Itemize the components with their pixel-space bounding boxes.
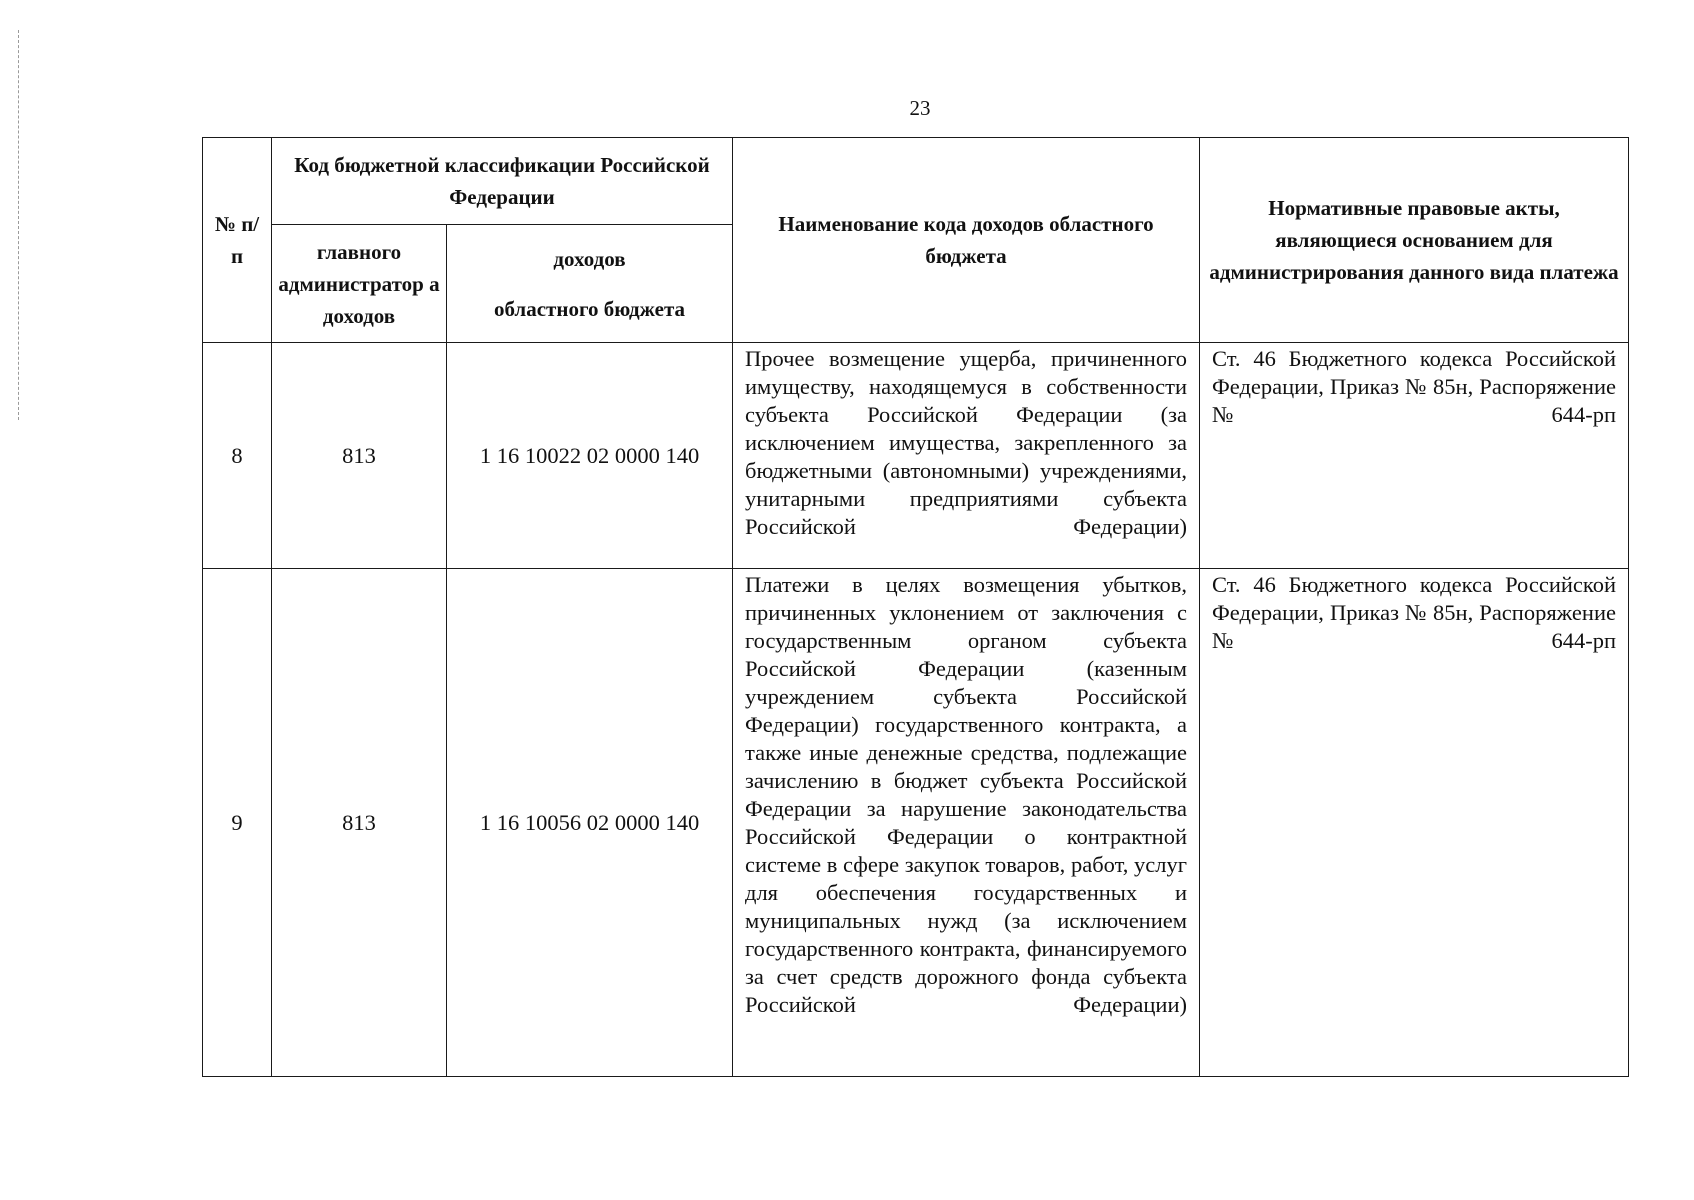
table-header-row xyxy=(203,138,1629,225)
scan-edge-marks xyxy=(18,30,21,420)
table-row xyxy=(203,569,1629,1077)
row-number: 9 xyxy=(203,569,272,1077)
admin-code: 813 xyxy=(272,569,447,1077)
header-legal-acts: Нормативные правовые акты, являющиеся основанием для администрирования данного вида платежа xyxy=(1200,138,1629,343)
header-revenue-line2: областного бюджета xyxy=(493,296,686,321)
income-code: 1 16 10022 02 0000 140 xyxy=(447,343,733,569)
table-row xyxy=(203,343,1629,569)
revenue-codes-table xyxy=(202,137,1629,1077)
code-name: Платежи в целях возмещения убытков, причиненных уклонением от заключения с государственным органом субъекта Российской Федерации (казенным учреждением субъекта Российской Федерации) государственного контракта, а также иные денежные средства, подлежащие зачислению в бюджет субъекта Российской Федерации за нарушение законодательства Российской Федерации о контрактной системе в сфере закупок товаров, работ, услуг для обеспечения государственных и муниципальных нужд (за исключением государственного контракта, финансируемого за счет средств дорожного фонда субъекта Российской Федерации) xyxy=(733,569,1200,1077)
legal-acts: Ст. 46 Бюджетного кодекса Российской Федерации, Приказ № 85н, Распоряжение № 644-рп xyxy=(1200,343,1629,569)
header-number: № п/п xyxy=(203,138,272,343)
income-code: 1 16 10056 02 0000 140 xyxy=(447,569,733,1077)
header-regional-revenue xyxy=(447,225,733,343)
header-main-administrator xyxy=(272,225,447,343)
code-name: Прочее возмещение ущерба, причиненного имуществу, находящемуся в собственности субъекта Российской Федерации (за исключением имущества, закрепленного за бюджетными (автономными) учреждениями, унитарными предприятиями субъекта Российской Федерации) xyxy=(733,343,1200,569)
page-number: 23 xyxy=(909,96,931,120)
header-main-administrator-text: главного администратор а доходов xyxy=(278,239,440,328)
legal-acts: Ст. 46 Бюджетного кодекса Российской Федерации, Приказ № 85н, Распоряжение № 644-рп xyxy=(1200,569,1629,1077)
header-code-name: Наименование кода доходов областного бюджета xyxy=(733,138,1200,343)
row-number: 8 xyxy=(203,343,272,569)
admin-code: 813 xyxy=(272,343,447,569)
header-revenue-line1: доходов xyxy=(553,246,626,271)
header-kbk-group: Код бюджетной классификации Российской Федерации xyxy=(272,138,733,225)
